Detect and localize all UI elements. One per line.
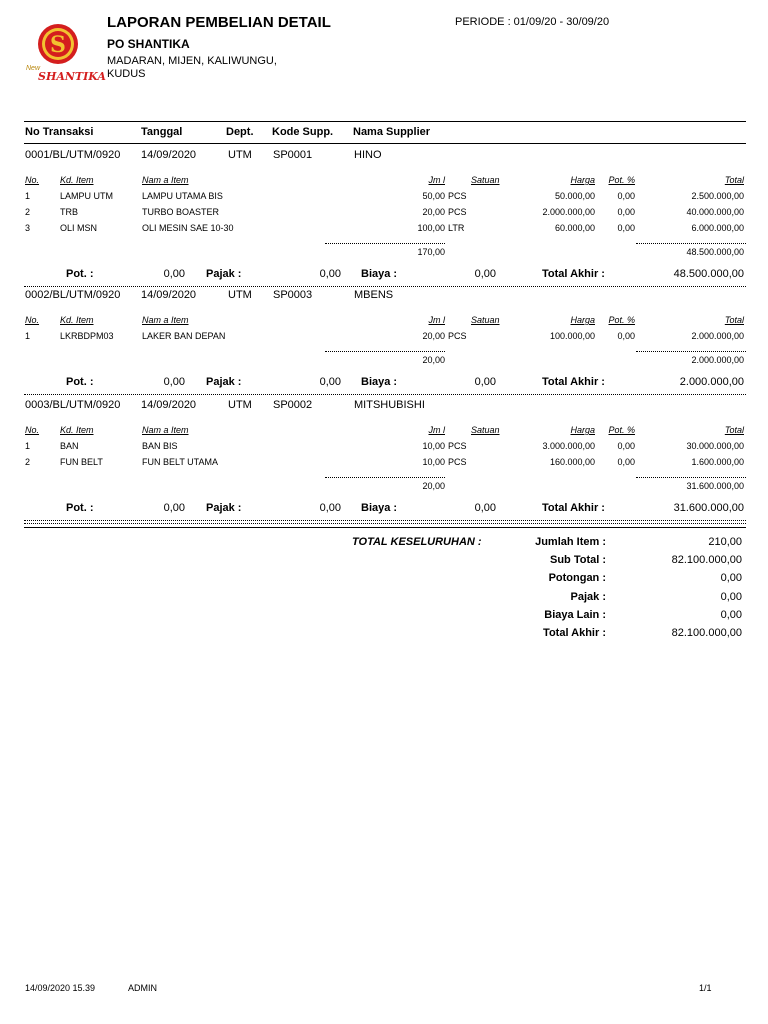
grand-row-label: Potongan : — [548, 572, 606, 585]
subtotal-dotline-total — [636, 477, 746, 478]
item-col-jml: Jm l — [428, 425, 445, 435]
item-discount: 0,00 — [617, 441, 635, 451]
block-separator-double — [24, 523, 746, 524]
summary-pot-label: Pot. : — [66, 502, 94, 514]
item-total: 30.000.000,00 — [686, 441, 744, 451]
item-qty: 100,00 — [417, 223, 445, 233]
item-name: BAN BIS — [142, 441, 178, 451]
item-code: LAMPU UTM — [60, 191, 114, 201]
col-nama-supplier: Nama Supplier — [353, 126, 431, 138]
item-total: 1.600.000,00 — [691, 457, 744, 467]
item-price: 2.000.000,00 — [542, 207, 595, 217]
item-discount: 0,00 — [617, 223, 635, 233]
summary-total-akhir-label: Total Akhir : — [542, 376, 605, 388]
transaction-date: 14/09/2020 — [141, 149, 197, 161]
subtotal-dotline-qty — [325, 477, 445, 478]
item-unit: PCS — [448, 331, 467, 341]
summary-pajak-label: Pajak : — [206, 268, 242, 280]
col-tanggal: Tanggal — [141, 126, 183, 138]
item-price: 160.000,00 — [549, 457, 595, 467]
item-unit: PCS — [448, 207, 467, 217]
subtotal-qty: 20,00 — [422, 355, 445, 365]
item-code: LKRBDPM03 — [60, 331, 114, 341]
item-col-nama-item: Nam a Item — [142, 315, 189, 325]
header-divider-top — [24, 121, 746, 122]
grand-row-value: 82.100.000,00 — [671, 554, 742, 567]
item-discount: 0,00 — [617, 207, 635, 217]
grand-row-value: 210,00 — [708, 536, 742, 548]
summary-biaya-value: 0,00 — [474, 376, 496, 388]
item-qty: 10,00 — [422, 441, 445, 451]
block-separator — [24, 394, 746, 395]
summary-biaya-label: Biaya : — [361, 502, 398, 514]
item-discount: 0,00 — [617, 457, 635, 467]
subtotal-dotline-total — [636, 243, 746, 244]
summary-pajak-value: 0,00 — [319, 376, 341, 388]
item-code: TRB — [60, 207, 78, 217]
grand-row-label: Sub Total : — [549, 554, 606, 567]
item-unit: PCS — [448, 457, 467, 467]
item-qty: 50,00 — [422, 191, 445, 201]
item-col-nama-item: Nam a Item — [142, 425, 189, 435]
summary-pot-value: 0,00 — [163, 376, 185, 388]
transaction-supplier-name: HINO — [354, 149, 382, 161]
transaction-number: 0002/BL/UTM/0920 — [25, 289, 121, 301]
item-col-harga: Harga — [570, 425, 595, 435]
grand-row-value: 82.100.000,00 — [671, 627, 742, 639]
transaction-date: 14/09/2020 — [141, 289, 197, 301]
item-col-nama-item: Nam a Item — [142, 175, 189, 185]
item-no: 1 — [25, 331, 31, 341]
item-discount: 0,00 — [617, 191, 635, 201]
grand-row-value: 0,00 — [720, 572, 742, 585]
item-price: 50.000,00 — [554, 191, 595, 201]
block-separator — [24, 286, 746, 287]
transaction-dept: UTM — [228, 149, 252, 161]
item-name: LAMPU UTAMA BIS — [142, 191, 223, 201]
item-col-pot: Pot. % — [608, 425, 635, 435]
item-col-jml: Jm l — [428, 315, 445, 325]
transaction-supplier-code: SP0001 — [273, 149, 313, 161]
item-code: OLI MSN — [60, 223, 98, 233]
summary-total-akhir-label: Total Akhir : — [542, 268, 605, 280]
grand-row-label: Jumlah Item : — [535, 536, 606, 548]
subtotal-dotline-total — [636, 351, 746, 352]
item-total: 2.000.000,00 — [691, 331, 744, 341]
grand-row-label: Pajak : — [570, 590, 606, 603]
item-col-total: Total — [724, 175, 744, 185]
summary-pot-label: Pot. : — [66, 376, 94, 388]
item-col-kd-item: Kd. Item — [60, 175, 94, 185]
grand-row-value: 0,00 — [720, 608, 742, 621]
item-col-kd-item: Kd. Item — [60, 315, 94, 325]
item-code: BAN — [60, 441, 79, 451]
item-col-harga: Harga — [570, 175, 595, 185]
item-col-harga: Harga — [570, 315, 595, 325]
block-separator — [24, 520, 746, 521]
item-name: FUN BELT UTAMA — [142, 457, 219, 467]
transaction-dept: UTM — [228, 289, 252, 301]
item-col-satuan: Satuan — [471, 425, 500, 435]
item-total: 2.500.000,00 — [691, 191, 744, 201]
item-name: OLI MESIN SAE 10-30 — [142, 223, 234, 233]
item-no: 1 — [25, 191, 31, 201]
grand-divider — [24, 527, 746, 528]
summary-pajak-value: 0,00 — [319, 502, 341, 514]
transaction-date: 14/09/2020 — [141, 399, 197, 411]
item-total: 40.000.000,00 — [686, 207, 744, 217]
transaction-supplier-name: MBENS — [354, 289, 394, 301]
logo-brand-text: SHANTIKA — [38, 70, 106, 83]
subtotal-total: 2.000.000,00 — [691, 355, 744, 365]
summary-pot-value: 0,00 — [163, 502, 185, 514]
item-qty: 20,00 — [422, 207, 445, 217]
summary-biaya-value: 0,00 — [474, 502, 496, 514]
grand-row-value: 0,00 — [720, 590, 742, 603]
item-price: 60.000,00 — [554, 223, 595, 233]
item-no: 2 — [25, 457, 31, 467]
item-discount: 0,00 — [617, 331, 635, 341]
item-unit: LTR — [448, 223, 465, 233]
grand-row-label: Total Akhir : — [543, 627, 606, 639]
item-col-pot: Pot. % — [608, 315, 635, 325]
item-unit: PCS — [448, 191, 467, 201]
summary-total-akhir-value: 48.500.000,00 — [673, 268, 744, 280]
item-col-no: No. — [25, 425, 40, 435]
item-total: 6.000.000,00 — [691, 223, 744, 233]
summary-pajak-value: 0,00 — [319, 268, 341, 280]
footer-user: ADMIN — [128, 983, 157, 993]
col-no-transaksi: No Transaksi — [25, 126, 94, 138]
company-logo — [26, 16, 106, 88]
footer-timestamp: 14/09/2020 15.39 — [25, 983, 96, 993]
subtotal-qty: 20,00 — [422, 481, 445, 491]
item-col-no: No. — [25, 315, 40, 325]
item-price: 100.000,00 — [549, 331, 595, 341]
summary-pajak-label: Pajak : — [206, 376, 242, 388]
item-code: FUN BELT — [60, 457, 103, 467]
item-col-satuan: Satuan — [471, 175, 500, 185]
summary-total-akhir-label: Total Akhir : — [542, 502, 605, 514]
footer-page: 1/1 — [699, 983, 712, 993]
report-title: LAPORAN PEMBELIAN DETAIL — [107, 14, 331, 31]
subtotal-dotline-qty — [325, 351, 445, 352]
transaction-number: 0001/BL/UTM/0920 — [25, 149, 121, 161]
subtotal-total: 31.600.000,00 — [686, 481, 744, 491]
summary-biaya-value: 0,00 — [474, 268, 496, 280]
item-col-pot: Pot. % — [608, 175, 635, 185]
logo-script-text: New — [26, 65, 41, 72]
header-divider-bottom — [24, 143, 746, 144]
summary-biaya-label: Biaya : — [361, 268, 398, 280]
summary-total-akhir-value: 2.000.000,00 — [679, 376, 744, 388]
item-price: 3.000.000,00 — [542, 441, 595, 451]
company-name: PO SHANTIKA — [107, 37, 190, 51]
item-col-total: Total — [724, 315, 744, 325]
subtotal-dotline-qty — [325, 243, 445, 244]
item-no: 3 — [25, 223, 31, 233]
col-kode-supp: Kode Supp. — [272, 126, 334, 138]
col-dept: Dept. — [226, 126, 254, 138]
transaction-supplier-name: MITSHUBISHI — [354, 399, 425, 411]
item-col-total: Total — [724, 425, 744, 435]
transaction-supplier-code: SP0002 — [273, 399, 313, 411]
summary-total-akhir-value: 31.600.000,00 — [673, 502, 744, 514]
subtotal-total: 48.500.000,00 — [686, 247, 744, 257]
item-col-jml: Jm l — [428, 175, 445, 185]
item-col-kd-item: Kd. Item — [60, 425, 94, 435]
item-no: 1 — [25, 441, 31, 451]
item-name: TURBO BOASTER — [142, 207, 220, 217]
report-period: PERIODE : 01/09/20 - 30/09/20 — [455, 16, 610, 28]
item-name: LAKER BAN DEPAN — [142, 331, 226, 341]
item-col-satuan: Satuan — [471, 315, 500, 325]
subtotal-qty: 170,00 — [417, 247, 445, 257]
grand-total-label: TOTAL KESELURUHAN : — [352, 536, 482, 548]
svg-text:S: S — [50, 32, 66, 58]
summary-pot-label: Pot. : — [66, 268, 94, 280]
item-col-no: No. — [25, 175, 40, 185]
item-no: 2 — [25, 207, 31, 217]
transaction-supplier-code: SP0003 — [273, 289, 313, 301]
summary-pot-value: 0,00 — [163, 268, 185, 280]
company-address-line2: KUDUS — [107, 68, 146, 80]
grand-row-label: Biaya Lain : — [544, 608, 606, 621]
summary-pajak-label: Pajak : — [206, 502, 242, 514]
summary-biaya-label: Biaya : — [361, 376, 398, 388]
transaction-number: 0003/BL/UTM/0920 — [25, 399, 121, 411]
item-unit: PCS — [448, 441, 467, 451]
company-address-line1: MADARAN, MIJEN, KALIWUNGU, — [107, 55, 277, 67]
item-qty: 20,00 — [422, 331, 445, 341]
item-qty: 10,00 — [422, 457, 445, 467]
transaction-dept: UTM — [228, 399, 252, 411]
